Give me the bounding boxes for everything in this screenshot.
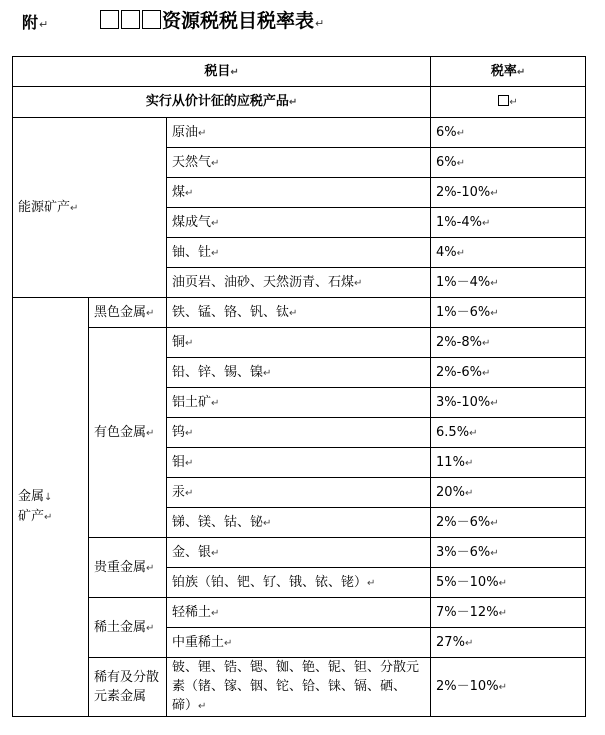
rate-cell: 6%↵ — [431, 118, 586, 148]
ad-valorem-row — [13, 87, 586, 118]
metal-category: 金属↓ 矿产↵ — [13, 298, 89, 717]
rate-cell: 3%－6%↵ — [431, 538, 586, 568]
item-cell: 铀、钍↵ — [167, 238, 431, 268]
subcategory-nonferrous: 有色金属↵ — [89, 328, 167, 538]
item-cell: 天然气↵ — [167, 148, 431, 178]
item-cell: 铅、锌、锡、镍↵ — [167, 358, 431, 388]
item-cell: 油页岩、油砂、天然沥青、石煤↵ — [167, 268, 431, 298]
rate-cell: 2%-6%↵ — [431, 358, 586, 388]
table-header-row — [13, 57, 586, 87]
item-cell: 煤↵ — [167, 178, 431, 208]
rate-cell: 2%－6%↵ — [431, 508, 586, 538]
rate-cell: 2%-10%↵ — [431, 178, 586, 208]
rate-cell: 2%－10%↵ — [431, 658, 586, 717]
heading — [0, 0, 605, 42]
subcategory-ferrous: 黑色金属↵ — [89, 298, 167, 328]
item-cell: 中重稀土↵ — [167, 628, 431, 658]
rate-cell: 20%↵ — [431, 478, 586, 508]
header-item: 税目↵ — [13, 57, 431, 87]
rate-cell: 6.5%↵ — [431, 418, 586, 448]
item-cell: 锑、镁、钴、铋↵ — [167, 508, 431, 538]
table-row — [13, 118, 586, 148]
rate-cell: 7%－12%↵ — [431, 598, 586, 628]
rate-cell: 11%↵ — [431, 448, 586, 478]
rate-cell: 5%－10%↵ — [431, 568, 586, 598]
item-cell: 铜↵ — [167, 328, 431, 358]
item-cell: 钨↵ — [167, 418, 431, 448]
item-cell: 铝土矿↵ — [167, 388, 431, 418]
table-row — [13, 538, 586, 568]
heading-prefix: 附↵ — [22, 13, 49, 32]
ad-valorem-rate: ↵ — [431, 87, 586, 118]
rate-cell: 1%-4%↵ — [431, 208, 586, 238]
energy-category: 能源矿产↵ — [13, 118, 167, 298]
item-cell: 铂族（铂、钯、钌、锇、铱、铑）↵ — [167, 568, 431, 598]
item-cell: 煤成气↵ — [167, 208, 431, 238]
rate-cell: 2%-8%↵ — [431, 328, 586, 358]
tax-rate-table — [12, 56, 586, 717]
page-title: 资源税税目税率表↵ — [100, 6, 324, 33]
blank-boxes — [100, 10, 161, 29]
blank-box-icon — [498, 95, 509, 106]
rate-cell: 6%↵ — [431, 148, 586, 178]
rate-cell: 27%↵ — [431, 628, 586, 658]
item-cell: 汞↵ — [167, 478, 431, 508]
rate-cell: 3%-10%↵ — [431, 388, 586, 418]
table-row — [13, 298, 586, 328]
rate-cell: 4%↵ — [431, 238, 586, 268]
subcategory-precious: 贵重金属↵ — [89, 538, 167, 598]
table-row — [13, 328, 586, 358]
subcategory-rare-earth: 稀土金属↵ — [89, 598, 167, 658]
subcategory-rare-dispersed: 稀有及分散元素金属 — [89, 658, 167, 717]
item-cell: 原油↵ — [167, 118, 431, 148]
item-cell: 铍、锂、锆、锶、铷、铯、铌、钽、分散元素（锗、镓、铟、铊、铪、铼、镉、硒、碲）↵ — [167, 658, 431, 717]
table-row — [13, 598, 586, 628]
header-rate: 税率↵ — [431, 57, 586, 87]
item-cell: 轻稀土↵ — [167, 598, 431, 628]
item-cell: 金、银↵ — [167, 538, 431, 568]
item-cell: 钼↵ — [167, 448, 431, 478]
rate-cell: 1%－6%↵ — [431, 298, 586, 328]
ad-valorem-label: 实行从价计征的应税产品↵ — [13, 87, 431, 118]
rate-cell: 1%－4%↵ — [431, 268, 586, 298]
item-cell: 铁、锰、铬、钒、钛↵ — [167, 298, 431, 328]
table-row — [13, 658, 586, 717]
